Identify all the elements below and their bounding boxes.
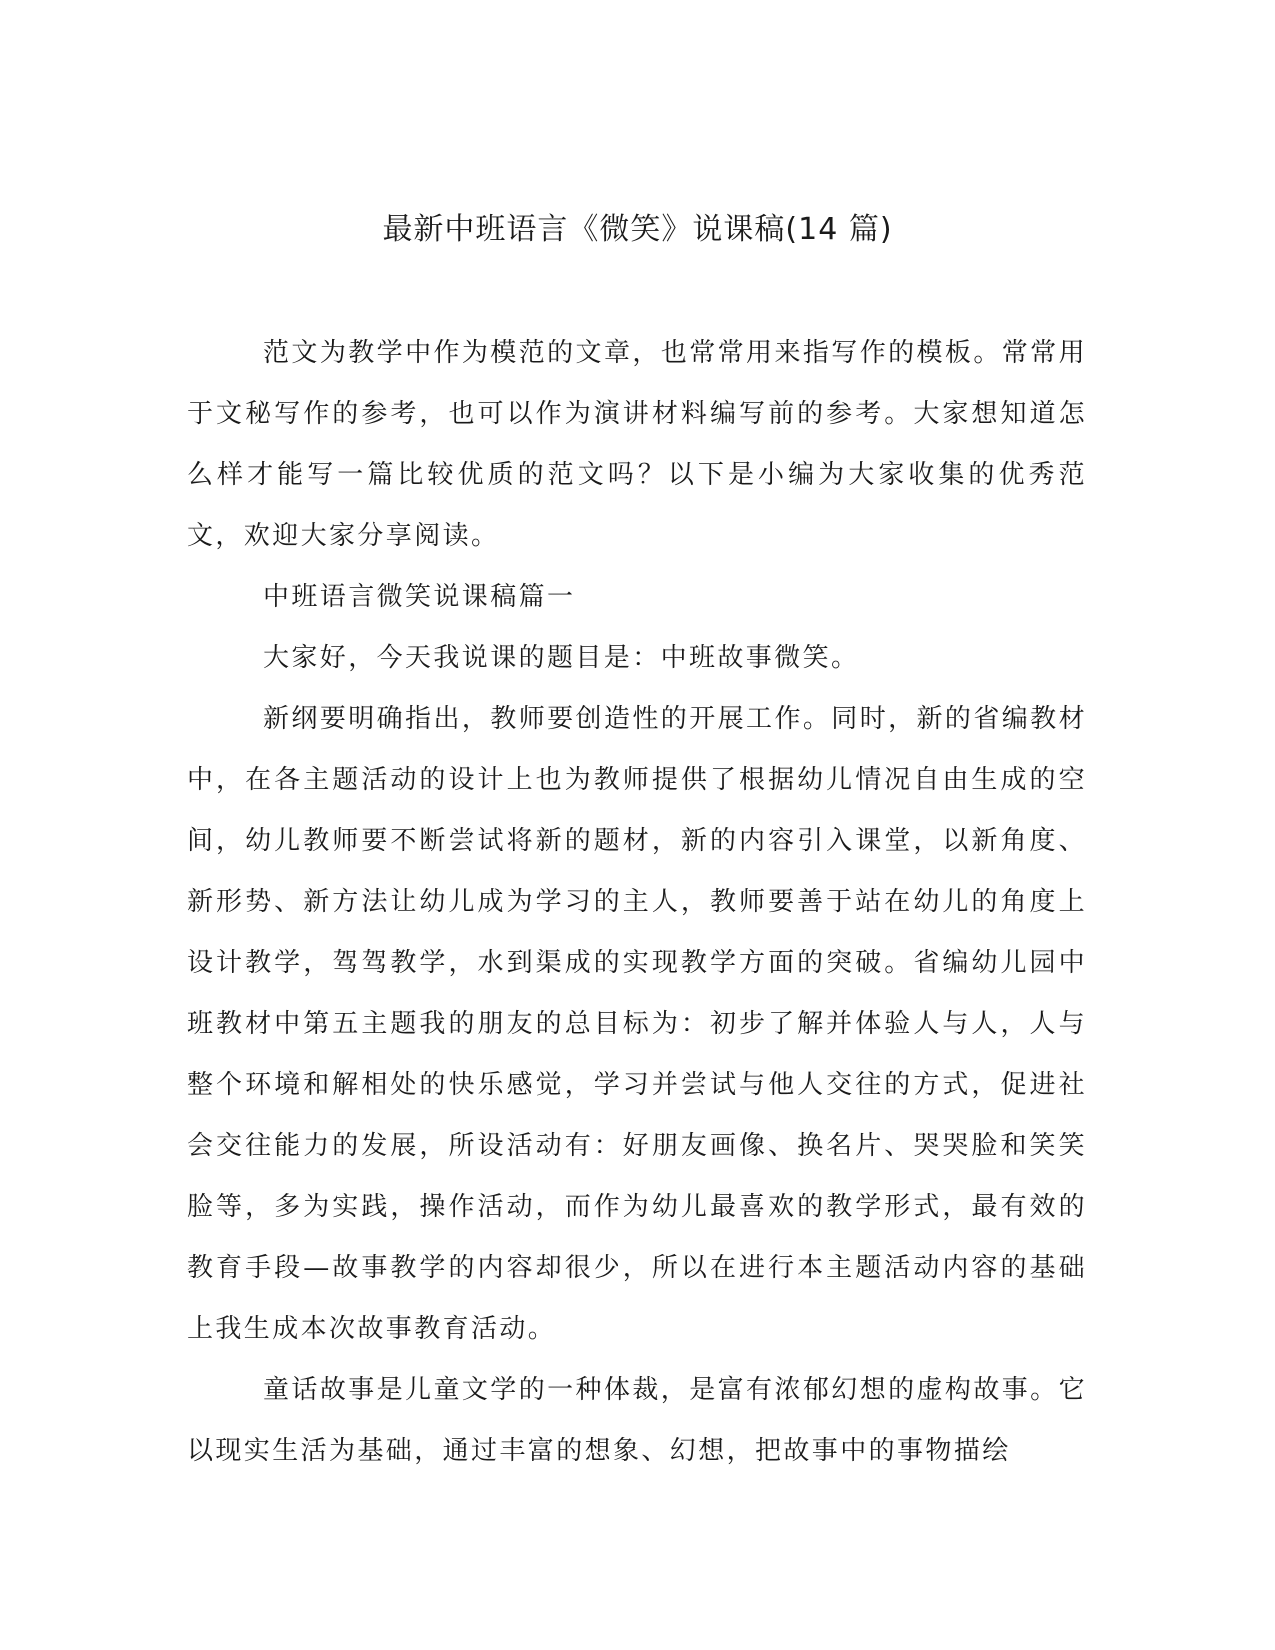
document-body bbox=[187, 323, 1087, 1482]
intro-paragraph: 范文为教学中作为模范的文章，也常常用来指写作的模板。常常用于文秘写作的参考，也可以作为演讲材料编写前的参考。大家想知道怎么样才能写一篇比较优质的范文吗？以下是小编为大家收集的优秀范文，欢迎大家分享阅读。 bbox=[187, 338, 1087, 551]
body-paragraph: 新纲要明确指出，教师要创造性的开展工作。同时，新的省编教材中，在各主题活动的设计上也为教师提供了根据幼儿情况自由生成的空间，幼儿教师要不断尝试将新的题材，新的内容引入课堂，以新角度、新形势、新方法让幼儿成为学习的主人，教师要善于站在幼儿的角度上设计教学，驾驾教学，水到渠成的实现教学方面的突破。省编幼儿园中班教材中第五主题我的朋友的总目标为：初步了解并体验人与人，人与整个环境和解相处的快乐感觉，学习并尝试与他人交往的方式，促进社会交往能力的发展，所设活动有：好朋友画像、换名片、哭哭脸和笑笑脸等，多为实践，操作活动，而作为幼儿最喜欢的教学形式，最有效的教育手段—故事教学的内容却很少，所以在进行本主题活动内容的基础上我生成本次故事教育活动。 bbox=[187, 704, 1087, 1344]
document-title: 最新中班语言《微笑》说课稿(14 篇) bbox=[382, 212, 893, 247]
section-heading: 中班语言微笑说课稿篇一 bbox=[263, 582, 576, 612]
greeting-paragraph: 大家好，今天我说课的题目是：中班故事微笑。 bbox=[263, 643, 860, 673]
body-paragraph: 童话故事是儿童文学的一种体裁，是富有浓郁幻想的虚构故事。它以现实生活为基础，通过丰富的想象、幻想，把故事中的事物描绘 bbox=[187, 1375, 1087, 1466]
